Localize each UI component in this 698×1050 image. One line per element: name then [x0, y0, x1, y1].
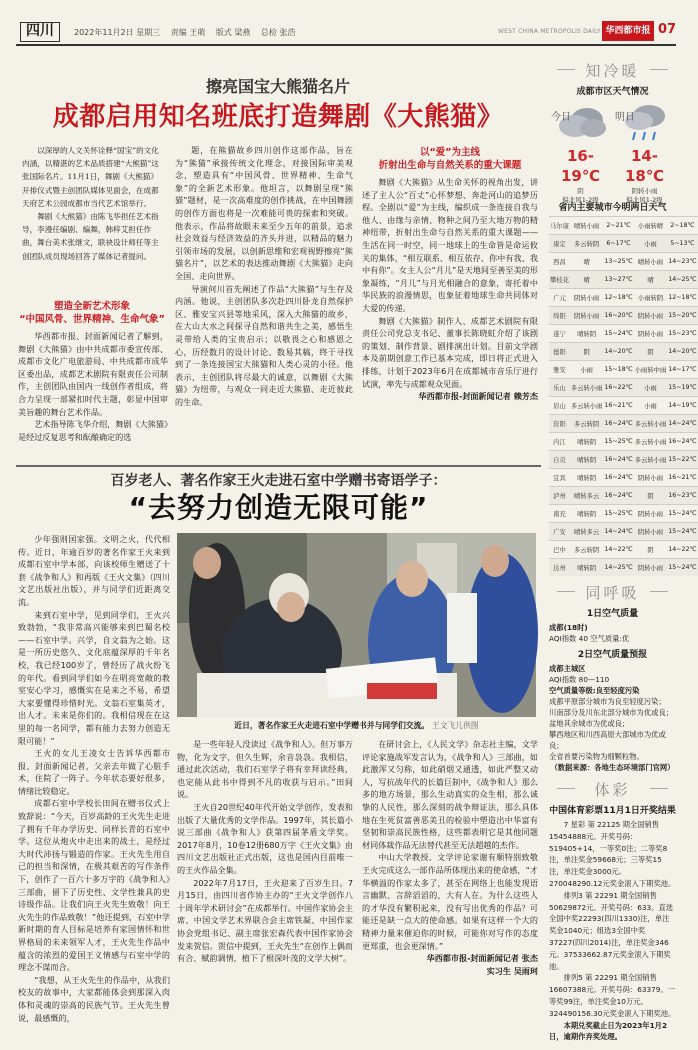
tomorrow-weather: 阴转小雨 [634, 505, 667, 523]
paragraph: 王火自20世纪40年代开始文学创作，发表和出版了大量优秀的文学作品。1997年，其长篇小说三部曲《战争和人》获第四届茅盾文学奖。2017年8月，10卷12册680万字《王火文集》由四川文艺出版社正式出版，这也是国内目前唯一的王火作品全集。 [177, 801, 353, 875]
city-name: 攀枝花 [549, 271, 570, 289]
air-note: 成都平原部分城市为良至轻度污染； [549, 697, 666, 706]
lottery-section-name: 体彩 [549, 779, 676, 800]
today-weather: 多云转阴 [570, 415, 603, 433]
article-divider [16, 465, 541, 467]
today-weather: 晴 [570, 253, 603, 271]
tomorrow-weather: 多云转小雨 [634, 415, 667, 433]
tomorrow-temp-range: 16~24℃ [667, 433, 697, 451]
tomorrow-temp: 14-18℃ [624, 147, 665, 185]
article1-col3 [362, 176, 538, 403]
header-designer: 版式 梁燕 [215, 28, 251, 37]
air-city: 成都主城区 [549, 664, 586, 673]
tomorrow-temp-range: 14~23℃ [667, 253, 697, 271]
paragraph: 是一些年轻人没读过《战争和人》。但万事万物，化为文字，但久生辉，余音袅袅。我相信，通过此次活动，我们石室学子将有幸拜读经典，也定能从此书中得到不凡的收获与启示。”田间说。 [177, 739, 353, 800]
article1-subhead-1 [18, 300, 166, 326]
city-name: 巴中 [549, 541, 570, 559]
weather-tomorrow [613, 100, 676, 204]
air-today [549, 622, 676, 644]
tomorrow-weather: 阴 [634, 487, 667, 505]
weather-row [549, 469, 698, 487]
air-section-name: 同呼吸 [549, 582, 676, 603]
today-temp-range: 13~27℃ [603, 271, 633, 289]
city-name: 广元 [549, 289, 570, 307]
city-name: 内江 [549, 433, 570, 451]
paragraph: 少年强则国家强。文明之火，代代相传。近日，年逾百岁的著名作家王火来到成都石室中学本部，向该校师生赠送了十套《战争和人》和再版《王火文集》（四川文艺出版社出版），并与同学们近距离交流。 [18, 534, 170, 607]
article2-photo [177, 533, 536, 717]
weather-row [549, 487, 698, 505]
tomorrow-temp-range: 5~13℃ [667, 235, 697, 253]
tomorrow-label: 明日 [615, 112, 635, 123]
today-temp-range: 13~25℃ [603, 253, 633, 271]
paragraph: 王火的女儿王凌女士告诉华西都市报、封面新闻记者，父亲去年做了心脏手术，住院了一阵子。今年状态要好很多，情绪比较稳定。 [18, 748, 170, 796]
today-temp-range: 15~25℃ [603, 505, 633, 523]
intro-paragraph-2: 舞剧《大熊猫》由陈飞华担任艺术指导，李漫任编剧、编舞，韩梓艾担任作曲，舞台美术张继文，联袂设计师任等主创团队成员现场回答了媒体记者提问。 [22, 212, 159, 261]
today-weather: 晴转阴 [570, 559, 603, 577]
weather-row [549, 559, 698, 577]
lottery-note: 本期兑奖截止日为2023年1月2日，逾期作弃奖处理。 [549, 1020, 668, 1042]
tomorrow-weather: 小雨转晴 [634, 217, 667, 235]
weather-today-tomorrow [549, 100, 676, 204]
today-weather: 晴转小雨 [570, 217, 603, 235]
today-weather: 多云转阴 [570, 235, 603, 253]
province-weather-table [549, 216, 698, 576]
sidebar [549, 52, 697, 1043]
weather-section-name: 知冷暖 [549, 60, 676, 81]
tomorrow-temp-range: 15~23℃ [667, 325, 697, 343]
tomorrow-temp-range: 16~21℃ [667, 469, 697, 487]
city-name: 绵阳 [549, 307, 570, 325]
today-weather: 多云转阴 [570, 541, 603, 559]
weather-row [549, 235, 698, 253]
tomorrow-weather: 阴转小雨 [634, 559, 667, 577]
air-city: 成都(18时) [549, 623, 588, 632]
air-note: 盆地其余城市为优或良； [549, 719, 630, 728]
today-weather: 晴转阴 [570, 505, 603, 523]
today-weather: 小雨 [570, 361, 603, 379]
section-tag: 四川 [20, 22, 60, 42]
today-temp-range: 16~22℃ [603, 379, 633, 397]
air-title-2: 2日空气质量预报 [577, 650, 648, 660]
today-temp: 16-19℃ [560, 147, 601, 185]
tomorrow-temp-range: 14~19℃ [667, 397, 697, 415]
lottery-title: 中国体育彩票11月1日开奖结果 [549, 806, 676, 816]
tomorrow-weather: 小雨 [634, 235, 667, 253]
today-desc: 阴 [577, 187, 584, 195]
lottery-results [549, 819, 676, 1043]
header-editor: 责编 王萌 [170, 28, 206, 37]
header-proof: 总检 张浩 [260, 28, 296, 37]
today-temp-range: 14~24℃ [603, 523, 633, 541]
today-temp-range: 16~24℃ [603, 415, 633, 433]
photo-caption [177, 720, 536, 731]
weather-row [549, 523, 698, 541]
city-name: 资阳 [549, 415, 570, 433]
city-name: 达州 [549, 559, 570, 577]
tomorrow-temp-range: 14~24℃ [667, 415, 697, 433]
city-name: 遂宁 [549, 325, 570, 343]
tomorrow-weather: 小雨 [634, 379, 667, 397]
today-temp-range: 14~20℃ [603, 343, 633, 361]
tomorrow-wind: 偏北风1-2级 [626, 196, 663, 204]
article1-author: 华西都市报-封面新闻记者 赖芳杰 [418, 391, 538, 402]
today-weather: 阴转小雨 [570, 307, 603, 325]
page-header [16, 16, 676, 46]
weather-row [549, 343, 698, 361]
page-number: 07 [658, 22, 677, 37]
tomorrow-temp-range: 14~17℃ [667, 361, 697, 379]
today-weather: 晴转多云 [570, 523, 603, 541]
article1-intro [22, 144, 165, 263]
paragraph: “我想，从王火先生的作品中，从我们校友的故事中，大家都能体会到那深入肉体和灵魂的崇高的民族气节。王火先生曾说，最感慨的， [18, 974, 170, 1023]
article1-col2 [175, 144, 353, 408]
today-temp-range: 16~21℃ [603, 397, 633, 415]
air-quality-level: 空气质量等级:良至轻度污染 [549, 686, 640, 695]
air-source: （数据来源：各地生态环境部门官网） [550, 763, 675, 772]
paragraph: 舞剧《大熊猫》制作人、成都艺术剧院有限责任公司党总支书记、董事长陈晓虹介绍了该剧的策划、制作背景、剧排演出计划。目前文学剧本及前期创意工作已基本完成，即日将正式进入排练，计划于2023年6月在成都城市音乐厅进行试演，率先与成都观众见面。 [362, 315, 538, 389]
lottery-item: 排列3 第 22291 期全国销售50629872元。开奖号码：633。直选全国中奖22293(四川1330)注，单注奖金1040元；组选3全国中奖37227(四川2014)注，单注奖金346元。37533662.87元奖金滚入下期奖池。 [549, 890, 674, 971]
paragraph: 舞剧《大熊猫》从生命关怀的视角出发，讲述了主人公“百丈”心怀梦想、奔赴河山的追梦历程。全剧以“爱”为主线，编织成一条连接自我与他人、由缘与亲情、物种之间乃至大地万物的精神纽带，折射出生命与自然关系的重大课题——生活在同一时空，同一地球上的生命皆是命运攸关的集体，“相互联系、相互依存、你中有我、我中有你”。女主人公“月儿”是天地间至善至美的形象凝练，“月儿”与月光相融合的意象，寄托着中华民族的浪漫情思，也象征着地球生命共同体对大爱的传递。 [362, 177, 538, 313]
article2-pretitle: 百岁老人、著名作家王火走进石室中学赠书寄语学子： [110, 473, 447, 489]
today-temp-range: 14~22℃ [603, 541, 633, 559]
today-temp-range: 16~24℃ [603, 487, 633, 505]
today-weather: 晴转阴 [570, 325, 603, 343]
tomorrow-weather: 阴转小雨 [634, 325, 667, 343]
paper-logo: 华西都市报 [602, 21, 654, 41]
weather-row [549, 541, 698, 559]
article2-author-2: 实习生 吴雨珂 [486, 965, 538, 976]
air-title-1: 1日空气质量 [586, 609, 639, 619]
paper-english-name: WEST CHINA METROPOLIS DAILY [498, 28, 601, 35]
today-temp-range: 16~24℃ [603, 469, 633, 487]
city-name: 自贡 [549, 451, 570, 469]
article1-title-line1: 擦亮国宝大熊猫名片 [205, 77, 350, 96]
paragraph: 中山大学教授、文学评论家谢有顺特别致敬王火完成这么一部作品所体现出来的使命感，“才华横溢的作家太多了，甚至在网络上也能发现语言幽默、言辞滔滔的，大有人在。为什么这些人的才华没有繁积起来，没有写出优秀的作品？可能还是缺一点大的使命感。如果有这样一个大的精神力量来催迫你的时候，可能你对写作的态度更郑重，也会更深情。” [362, 852, 538, 951]
tomorrow-temp-range: 16~23℃ [667, 487, 697, 505]
tomorrow-weather: 阴转小雨 [634, 307, 667, 325]
today-temp-range: 2~21℃ [603, 217, 633, 235]
tomorrow-weather: 多云转小雨 [634, 451, 667, 469]
today-weather: 晴 [570, 271, 603, 289]
paragraph: 来到石室中学，见到同学们，王火兴致勃勃，“我非常高兴能够来到巴蜀名校——石室中学。兴学，自文翁为之始。这是一所历史悠久、文化底蕴深厚的千年名校，我已经100岁了，曾经历了战火纷飞的年代。看到同学们如今在明亮宽敞的教室安心学习，感慨实在是来之不易，希望大家要懂得珍惜时光。文翁石室集英才，出人才。未来是你们的。我相信现在在这里的每一名同学，都有能力去努力创造无限可能！” [18, 609, 170, 746]
air-aqi: AQI指数 40 空气质量:优 [549, 634, 630, 643]
article2-col1 [18, 533, 170, 1024]
today-weather: 多云转小雨 [570, 379, 603, 397]
paragraph: 华西都市报、封面新闻记者了解到，舞剧《大熊猫》由中共成都市委宣传部、成都市文化广电旅游局、中共成都市成华区委出品，成都艺术剧院有限责任公司制作，主创团队由国内一线创作者组成，将合力呈现一部紧扣时代主题，彰显中国审美旨趣的舞台艺术作品。 [18, 331, 168, 417]
air-forecast [549, 663, 676, 773]
tomorrow-weather: 阴转小雨 [634, 523, 667, 541]
tomorrow-temp-range: 15~20℃ [667, 307, 697, 325]
paragraph: 2022年7月17日，王火迎来了百岁生日。7月15日，由四川省作协主办的“王火文学创作八十周年学术研讨会”在成都举行。中国作家协会主席、中国文学艺术界联合会主席铁凝、中国作家协会党组书记、副主席张宏森代表中国作家协会发来贺信。贺信中提到，王火先生“在创作上偶而有合、赋韵调情，植下了根深叶茂的文学大树”。 [177, 877, 353, 964]
tomorrow-weather: 小雨转中雨 [634, 361, 667, 379]
photo-credit: 王文飞儿供图 [431, 721, 479, 730]
city-name: 西昌 [549, 253, 570, 271]
article2-col2 [177, 738, 353, 965]
article2-title: “去努力创造无限可能” [128, 491, 429, 524]
tomorrow-temp-range: 14~22℃ [667, 541, 697, 559]
paragraph: 在研讨会上，《人民文学》杂志社主编，文学评论家施战军发言认为，《战争和人》三部曲，如此激浑又匀称，如此硝烟又通透，如此严整又动人，写抗战年代的长篇巨制中，《战争和人》那么多的地方场景，那么生动真实的众生相，那么诚挚的人民性，那么深刻的战争辩证法，那么具体地在生死贫富善恶美丑的检验中塑造出中华富有坚韧和崇高民族性格，这些都表明它是其他同题材同体裁作品无法替代甚至无法超越的杰作。 [362, 739, 538, 850]
article1-title-main: 成都启用知名班底打造舞剧《大熊猫》 [52, 102, 504, 132]
weather-row [549, 415, 698, 433]
photo-illustration [177, 533, 536, 717]
paragraph: 艺术指导陈飞华介绍，舞剧《大熊猫》是经过反复思考和酝酿确定的选 [18, 419, 168, 442]
weather-row [549, 433, 698, 451]
article1-col1 [18, 330, 168, 443]
today-temp-range: 6~17℃ [603, 235, 633, 253]
air-note: 川南部分及川东北部分城市为优或良； [549, 708, 674, 717]
tomorrow-weather: 小雨 [634, 397, 667, 415]
city-name: 宜宾 [549, 469, 570, 487]
header-date: 2022年11月2日 星期三 [74, 28, 161, 37]
weather-row [549, 289, 698, 307]
today-temp-range: 15~24℃ [603, 325, 633, 343]
city-name: 乐山 [549, 379, 570, 397]
city-name: 康定 [549, 235, 570, 253]
air-note: 攀西地区和川西高原大部城市为优或良； [549, 730, 666, 750]
city-name: 马尔康 [549, 217, 570, 235]
weather-row [549, 397, 698, 415]
weather-row [549, 325, 698, 343]
tomorrow-temp-range: 15~19℃ [667, 379, 697, 397]
tomorrow-weather: 晴 [634, 271, 667, 289]
subhead-line: 以“爱”为主线 [420, 147, 480, 158]
city-name: 德阳 [549, 343, 570, 361]
tomorrow-weather: 阴 [634, 343, 667, 361]
city-name: 泸州 [549, 487, 570, 505]
city-name: 南充 [549, 505, 570, 523]
today-weather: 晴转阴 [570, 451, 603, 469]
article1-subhead-2 [362, 146, 538, 172]
city-name: 眉山 [549, 397, 570, 415]
today-temp-range: 16~24℃ [603, 451, 633, 469]
weather-row [549, 271, 698, 289]
today-temp-range: 12~18℃ [603, 289, 633, 307]
subhead-line: “中国风骨、世界精神、生命气象” [19, 314, 165, 325]
article2-col3 [362, 738, 538, 977]
today-temp-range: 15~25℃ [603, 433, 633, 451]
tomorrow-weather: 阴转小雨 [634, 469, 667, 487]
weather-today [549, 100, 612, 204]
today-weather: 晴转阴 [570, 433, 603, 451]
today-temp-range: 16~20℃ [603, 307, 633, 325]
subhead-line: 折射出生命与自然关系的重大课题 [378, 160, 522, 171]
air-note: 全省首要污染物为细颗粒物。 [549, 752, 644, 761]
today-wind: 偏北风1-2级 [562, 196, 599, 204]
weather-row [549, 379, 698, 397]
article2-author: 华西都市报-封面新闻记者 张杰 [426, 953, 538, 964]
tomorrow-temp-range: 15~24℃ [667, 505, 697, 523]
today-temp-range: 14~25℃ [603, 559, 633, 577]
city-name: 雅安 [549, 361, 570, 379]
weather-row [549, 253, 698, 271]
paragraph: 导演何川首先阐述了作品“大熊猫”与生存及内涵。他说，主创团队多次赴四川卧龙自然保护区、雅安宝兴县等地采风，深入大熊猫的故乡，在大山大水之间探寻自然和谐共生之美，感悟生灵带给人类的宝贵启示；以敬畏之心和感恩之心，历经数月的设计讨论、数易其稿，终于寻找到了一条连接国宝大熊猫和人类心灵的小径。他表示，主创团队将尽最大的诚意，以舞剧《大熊猫》为纽带，与观众一同走近大熊猫、走近彼此的生命。 [175, 283, 353, 407]
city-name: 广安 [549, 523, 570, 541]
tomorrow-temp-range: 15~22℃ [667, 451, 697, 469]
today-label: 今日 [551, 112, 571, 123]
header-meta [74, 27, 303, 38]
tomorrow-desc: 阴转小雨 [631, 187, 658, 195]
tomorrow-weather: 小雨转阴 [634, 289, 667, 307]
today-weather: 多云转小雨 [570, 397, 603, 415]
tomorrow-temp-range: 14~25℃ [667, 271, 697, 289]
paragraph: 题，在熊猫故乡四川创作这部作品，旨在为“熊猫”承接传统文化理念，对接国际审美观念，塑造具有“中国风骨、世界精神、生命气象”的全新艺术形象。他坦言，以舞剧呈现“熊猫”题材，是一次高难度的创作挑战，在中国舞剧的创作方面也将是一次难能可贵的探索和突破。他表示，作品将故眼未来至少五年的前景，追求社会效益与经济效益的齐头并进，以精品的魅力引领市场的发展，以创新思维和宏观视野擦亮“熊猫名片”，以艺术的表达推动舞剧《大熊猫》走向全国、走向世界。 [175, 145, 353, 281]
lottery-item: 7 星彩 第 22125 期全国销售15454888元。开奖号码：519405+14，一等奖0注；二等奖8注，单注奖金59668元；三等奖15注，单注奖金3000元。270048290.12元奖金滚入下期奖池。 [549, 820, 676, 888]
tomorrow-temp-range: 15~24℃ [667, 523, 697, 541]
paragraph: 成都石室中学校长田间在赠书仪式上致辞说：“今天，百岁高龄的王火先生走进了拥有千年办学历史、同样长青的石室中学。这位从炮火中走出来的战士，是经过大时代沛扬与锻造的作家。王火先生用自己的担当和深情，在极其艰苦的写作条件下，创作了一百六十多万字的《战争和人》三部曲，留下了历史性、文学性兼具的史诗级作品。让我们向王火先生致敬！向王火先生的作品致敬！”他还提到，石室中学新时期的育人目标是培养有家国情怀和世界格局的未来领军人才，王火先生作品中蕴含的浓烈的爱国王义情感与石室中学的理念不谋而合。 [18, 798, 170, 973]
tomorrow-temp-range: 14~20℃ [667, 343, 697, 361]
weather-row [549, 307, 698, 325]
weather-row [549, 451, 698, 469]
intro-paragraph: 以深厚的人文关怀诠释“国宝”的文化内涵，以精湛的艺术品质搭建“大熊猫”这张国际名片。11月1日，舞剧《大熊猫》开排仪式暨主创团队媒体见面会，在成都天府艺术公园成都市当代艺术馆举行。 [22, 146, 159, 208]
today-weather: 阴 [570, 343, 603, 361]
subhead-line: 塑造全新艺术形象 [53, 301, 130, 312]
tomorrow-temp-range: 12~18℃ [667, 289, 697, 307]
today-temp-range: 15~18℃ [603, 361, 633, 379]
weather-row [549, 217, 698, 235]
today-weather: 晴转阴 [570, 469, 603, 487]
tomorrow-temp-range: 2~18℃ [667, 217, 697, 235]
tomorrow-weather: 阴 [634, 541, 667, 559]
air-aqi: AQI指数 80—110 [549, 675, 610, 684]
weather-row [549, 361, 698, 379]
weather-title: 成都市区天气情况 [576, 87, 649, 97]
today-weather: 阴转小雨 [570, 289, 603, 307]
lottery-item: 排列5 第 22291 期全国销售16607388元。开奖号码：63379。一等奖99注，单注奖金10万元。324490156.30元奖金滚入下期奖池。 [549, 973, 676, 1018]
today-weather: 晴转多云 [570, 487, 603, 505]
tomorrow-weather: 多云转小雨 [634, 433, 667, 451]
tomorrow-temp-range: 15~24℃ [667, 559, 697, 577]
tomorrow-weather: 晴转小雨 [634, 253, 667, 271]
caption-text: 近日，著名作家王火走进石室中学赠书并与同学们交流。 [234, 721, 430, 730]
province-weather-title: 省内主要城市今明两日天气 [558, 203, 667, 213]
weather-row [549, 505, 698, 523]
